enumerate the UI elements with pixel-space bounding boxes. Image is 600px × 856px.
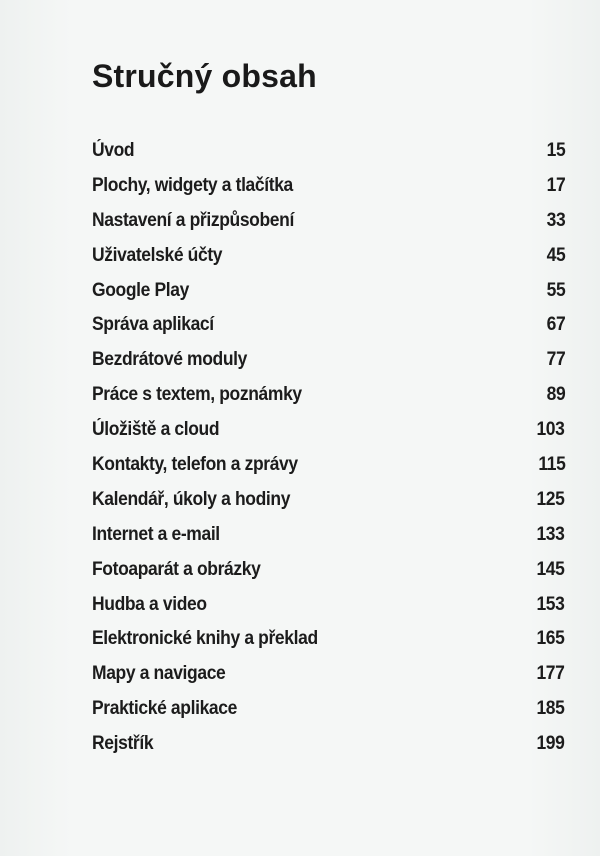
toc-entry-title: Nastavení a přizpůsobení <box>92 209 294 231</box>
toc-entry <box>92 559 565 594</box>
toc-entry-page: 133 <box>536 523 565 545</box>
toc-entry <box>92 245 565 280</box>
toc-entry-page: 165 <box>536 628 565 650</box>
toc-entry-page: 77 <box>546 349 565 371</box>
toc-entry <box>92 349 565 384</box>
table-of-contents <box>92 140 565 768</box>
toc-entry-title: Plochy, widgety a tlačítka <box>92 174 293 196</box>
toc-entry-page: 17 <box>546 174 565 196</box>
toc-entry <box>92 384 565 419</box>
toc-entry-title: Google Play <box>92 279 189 301</box>
toc-entry-page: 15 <box>546 140 565 161</box>
toc-entry-title: Hudba a video <box>92 593 207 615</box>
toc-entry-page: 153 <box>536 593 565 615</box>
toc-entry-title: Elektronické knihy a překlad <box>92 628 318 650</box>
toc-entry-title: Kalendář, úkoly a hodiny <box>92 488 291 510</box>
page-title: Stručný obsah <box>92 58 317 94</box>
toc-entry <box>92 175 565 210</box>
toc-entry-page: 185 <box>536 698 565 720</box>
toc-entry <box>92 210 565 245</box>
toc-entry <box>92 733 565 768</box>
toc-entry <box>92 628 565 663</box>
toc-entry-page: 45 <box>546 244 565 266</box>
toc-entry-page: 199 <box>536 733 565 755</box>
toc-entry-page: 125 <box>536 488 565 510</box>
toc-entry <box>92 280 565 315</box>
toc-entry <box>92 594 565 629</box>
toc-entry-title: Rejstřík <box>92 733 154 755</box>
toc-entry <box>92 419 565 454</box>
toc-entry-page: 177 <box>536 663 565 685</box>
toc-entry-page: 115 <box>537 454 565 476</box>
toc-entry <box>92 314 565 349</box>
toc-entry-page: 55 <box>546 279 565 301</box>
toc-entry-title: Úvod <box>92 140 135 161</box>
toc-entry-title: Bezdrátové moduly <box>92 349 247 371</box>
toc-entry-title: Správa aplikací <box>92 314 214 336</box>
toc-entry <box>92 524 565 559</box>
toc-entry-page: 33 <box>546 209 565 231</box>
toc-entry <box>92 454 565 489</box>
toc-entry-title: Fotoaparát a obrázky <box>92 558 261 580</box>
toc-entry <box>92 663 565 698</box>
toc-entry-title: Úložiště a cloud <box>92 419 220 441</box>
toc-entry-page: 89 <box>546 384 565 406</box>
toc-entry-title: Kontakty, telefon a zprávy <box>92 454 298 476</box>
toc-entry-page: 145 <box>536 558 565 580</box>
toc-entry-title: Internet a e-mail <box>92 523 220 545</box>
toc-entry-page: 67 <box>546 314 565 336</box>
toc-entry-title: Praktické aplikace <box>92 698 237 720</box>
toc-entry-title: Uživatelské účty <box>92 244 223 266</box>
toc-entry-title: Mapy a navigace <box>92 663 226 685</box>
toc-entry <box>92 698 565 733</box>
toc-entry <box>92 140 565 175</box>
toc-entry <box>92 489 565 524</box>
toc-entry-title: Práce s textem, poznámky <box>92 384 302 406</box>
toc-entry-page: 103 <box>536 419 565 441</box>
